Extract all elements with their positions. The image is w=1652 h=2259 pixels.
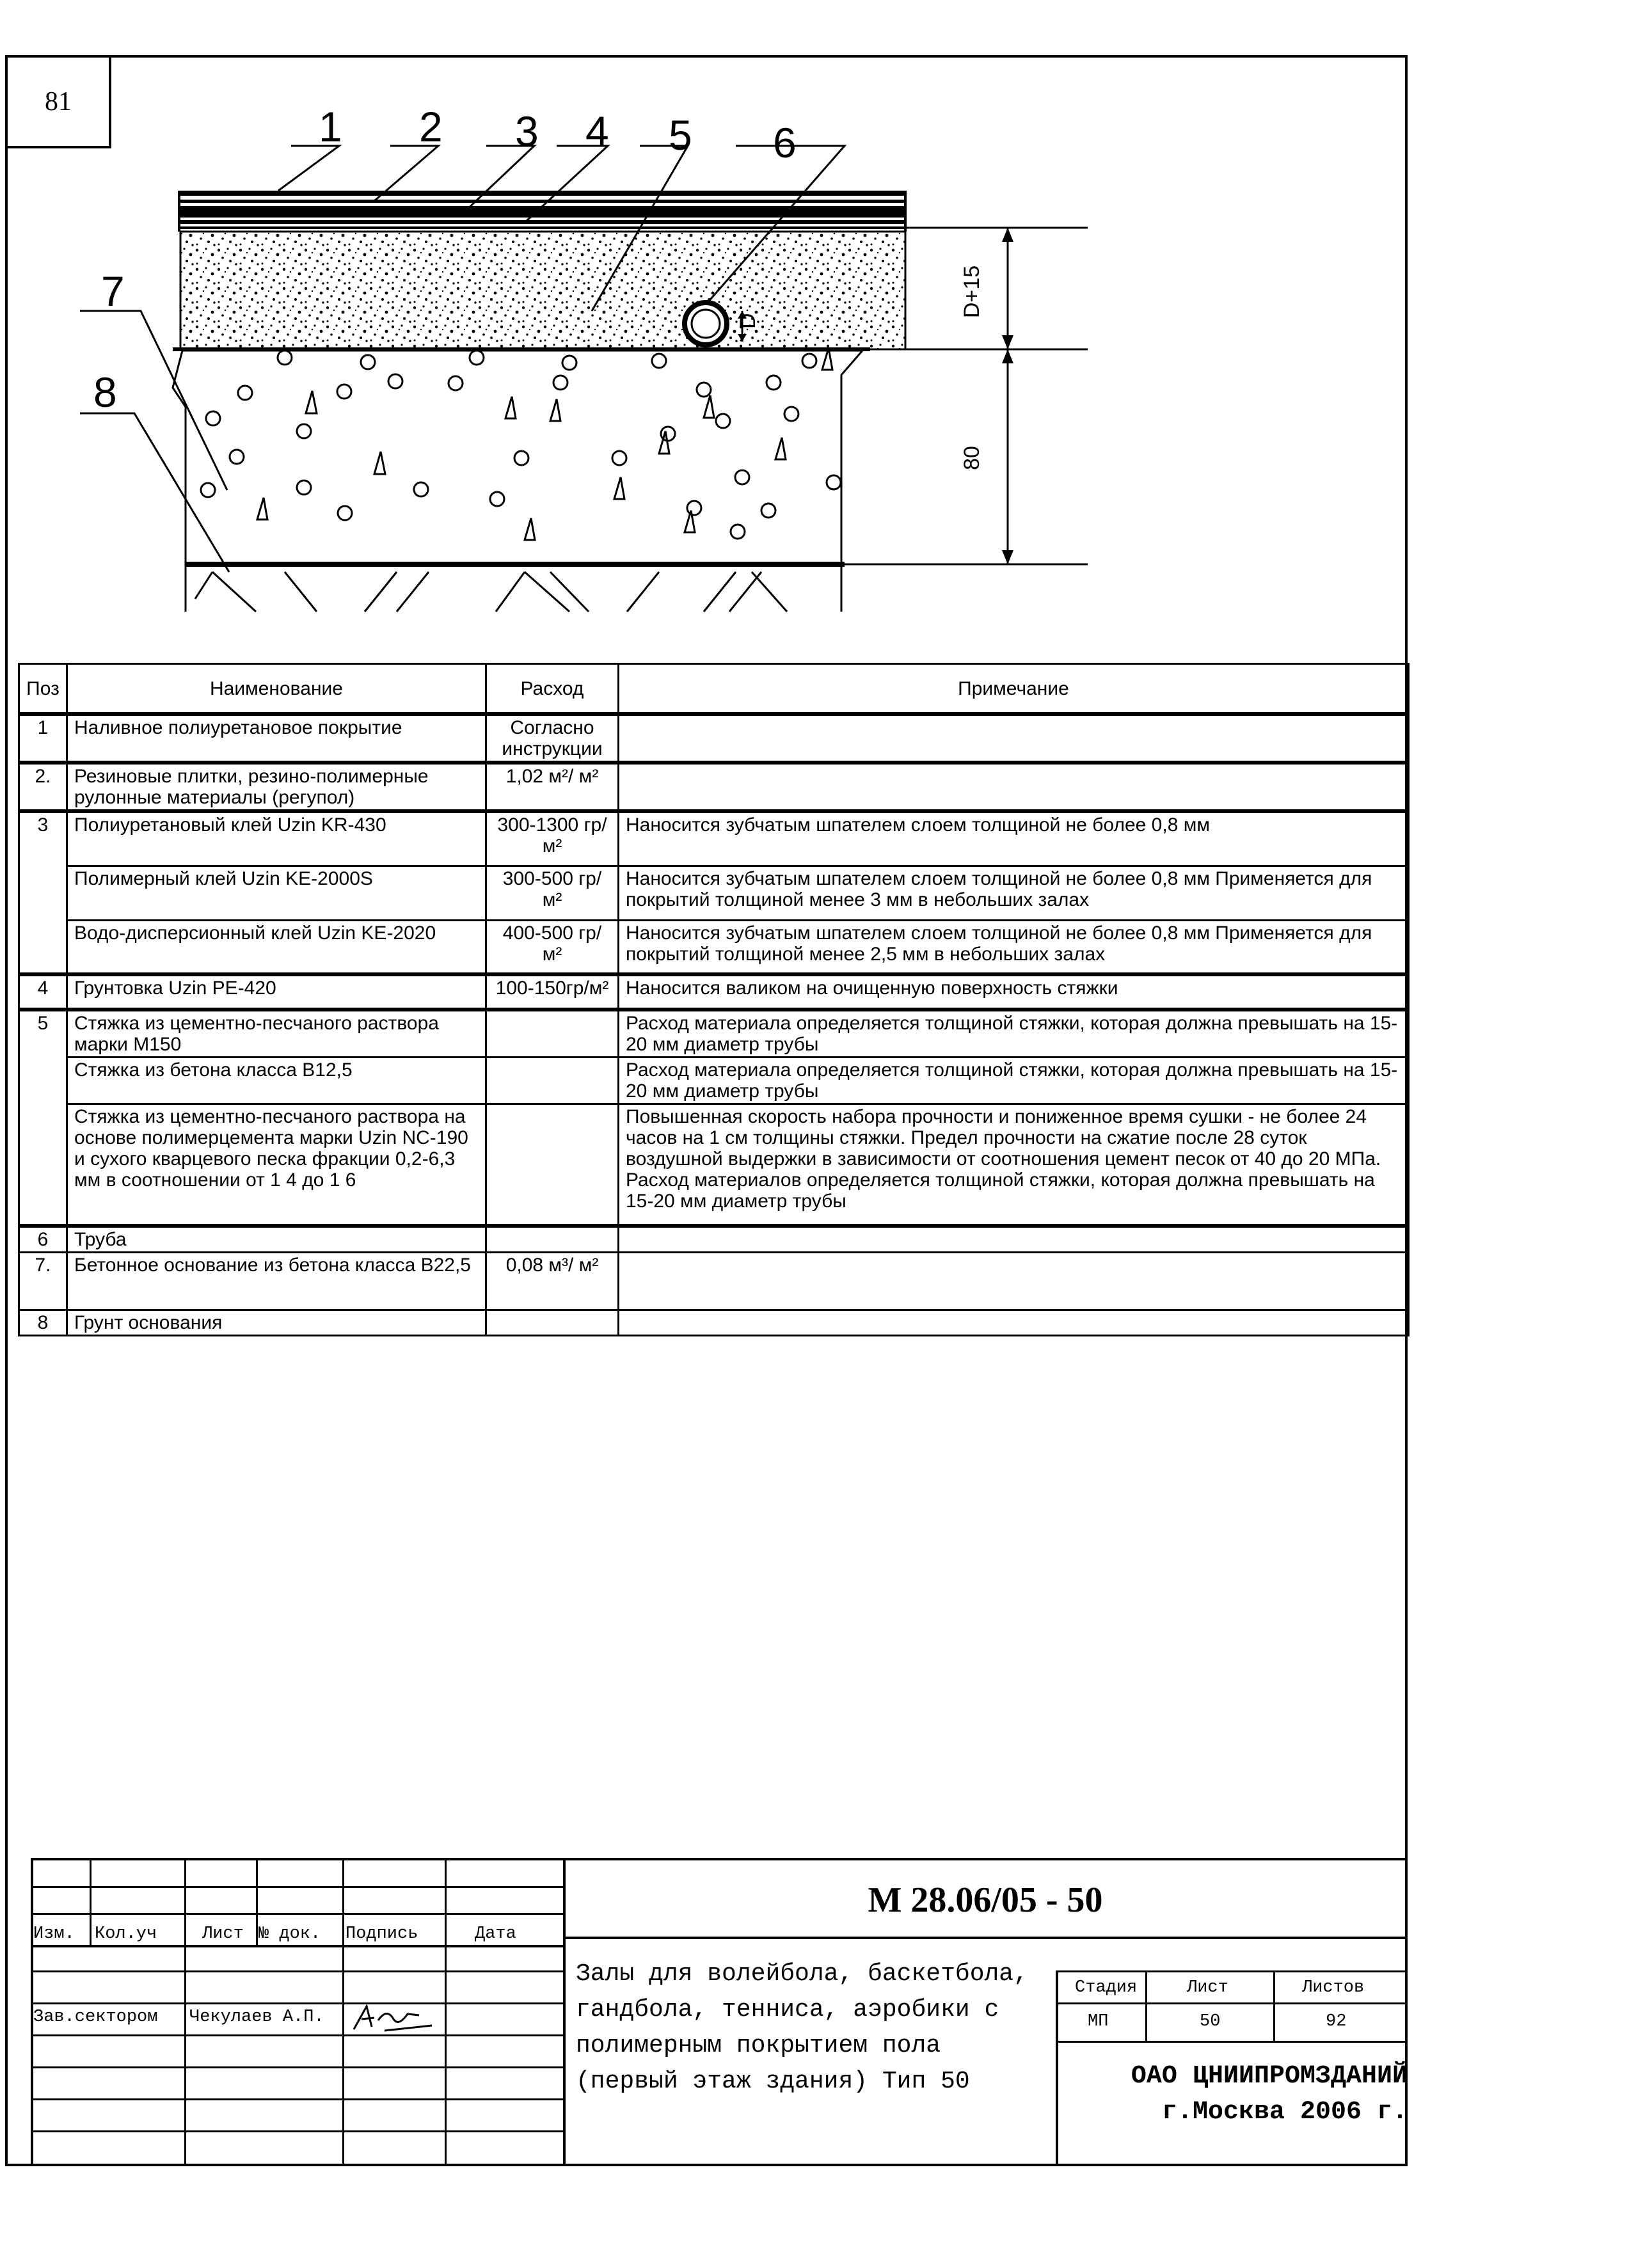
table-row (19, 1010, 1409, 1058)
table-row (19, 1252, 1409, 1310)
table-cell: Стяжка из цементно-песчаного раствора марки М150 (67, 1010, 486, 1058)
table-cell (619, 763, 1409, 811)
tb-header-date: Дата (475, 1924, 516, 1944)
table-cell (619, 1310, 1409, 1335)
callout-6: 6 (773, 119, 797, 166)
table-cell (486, 1058, 619, 1104)
table-cell: Наносится зубчатым шпателем слоем толщиной не более 0,8 мм (619, 811, 1409, 866)
concrete-base (173, 351, 862, 564)
table-row (19, 811, 1409, 866)
table-row (19, 1104, 1409, 1226)
table-cell: 8 (19, 1310, 67, 1335)
table-cell: Расход материала определяется толщиной стяжки, которая должна превышать на 15-20 мм диаметр трубы (619, 1010, 1409, 1058)
tb-header-izm: Изм. (33, 1924, 75, 1944)
tb-sheets-label: Листов (1302, 1978, 1365, 1997)
header-rate: Расход (486, 664, 619, 715)
document-code: М 28.06/05 - 50 (868, 1880, 1103, 1920)
soil-hatch (186, 564, 841, 612)
table-cell (619, 1226, 1409, 1253)
table-cell: 300-500 гр/м² (486, 866, 619, 920)
table-cell: Грунтовка Uzin PE-420 (67, 974, 486, 1010)
table-cell: 7. (19, 1252, 67, 1310)
tb-header-signature: Подпись (345, 1924, 418, 1944)
table-cell (619, 1252, 1409, 1310)
table-cell: 300-1300 гр/м² (486, 811, 619, 866)
table-cell: Наносится зубчатым шпателем слоем толщиной не более 0,8 мм Применяется для покрытий толщиной менее 3 мм в небольших залах (619, 866, 1409, 920)
table-cell: 3 (19, 811, 67, 974)
table-header-row (19, 664, 1409, 715)
table-cell: Водо-дисперсионный клей Uzin KE-2020 (67, 920, 486, 974)
table-cell (619, 714, 1409, 763)
organization (1056, 2059, 1408, 2130)
org-city-year: г.Москва 2006 г. (1161, 2098, 1408, 2127)
callout-4: 4 (585, 107, 609, 155)
tb-role: Зав.сектором (33, 2008, 158, 2027)
header-name: Наименование (67, 664, 486, 715)
table-row (19, 1226, 1409, 1253)
table-cell: Стяжка из цементно-песчаного раствора на основе полимерцемента марки Uzin NC-190 и сухого кварцевого песка фракции 0,2-6,3 мм в соотношении от 1 4 до 1 6 (67, 1104, 486, 1226)
floor-section-drawing (64, 55, 1088, 656)
org-name: ОАО ЦНИИПРОМЗДАНИЙ (1131, 2062, 1408, 2091)
tb-stage-label: Стадия (1075, 1978, 1138, 1997)
table-cell (486, 1226, 619, 1253)
tb-stage-value: МП (1088, 2012, 1109, 2031)
tb-sheet-value: 50 (1200, 2012, 1221, 2031)
signature-mark (349, 2001, 438, 2034)
table-row (19, 866, 1409, 920)
table-cell: Наливное полиуретановое покрытие (67, 714, 486, 763)
table-cell: Согласно инструкции (486, 714, 619, 763)
tb-sheet-label: Лист (1187, 1978, 1228, 1997)
table-cell: Бетонное основание из бетона класса В22,5 (67, 1252, 486, 1310)
table-cell: Полиуретановый клей Uzin KR-430 (67, 811, 486, 866)
table-cell: Расход материала определяется толщиной стяжки, которая должна превышать на 15-20 мм диаметр трубы (619, 1058, 1409, 1104)
screed-layer (180, 232, 905, 349)
specification-table (18, 663, 1410, 1336)
tb-header-doc: № док. (258, 1924, 321, 1944)
table-cell: 100-150гр/м² (486, 974, 619, 1010)
table-cell: Наносится зубчатым шпателем слоем толщиной не более 0,8 мм Применяется для покрытий толщиной менее 2,5 мм в небольших залах (619, 920, 1409, 974)
table-cell: 2. (19, 763, 67, 811)
table-cell: Труба (67, 1226, 486, 1253)
header-pos: Поз (19, 664, 67, 715)
table-row (19, 1310, 1409, 1335)
table-row (19, 763, 1409, 811)
tb-header-kol: Кол.уч (95, 1924, 157, 1944)
table-cell: 1 (19, 714, 67, 763)
table-cell: 4 (19, 974, 67, 1010)
table-cell: Резиновые плитки, резино-полимерные рулонные материалы (регупол) (67, 763, 486, 811)
table-cell: Полимерный клей Uzin KE-2000S (67, 866, 486, 920)
dim-screed-label: D+15 (960, 265, 984, 319)
table-cell: Стяжка из бетона класса В12,5 (67, 1058, 486, 1104)
table-cell: Грунт основания (67, 1310, 486, 1335)
tb-person: Чекулаев А.П. (189, 2008, 324, 2027)
table-row (19, 974, 1409, 1010)
table-cell: Наносится валиком на очищенную поверхность стяжки (619, 974, 1409, 1010)
table-row (19, 714, 1409, 763)
header-note: Примечание (619, 664, 1409, 715)
callout-7: 7 (101, 267, 125, 315)
table-cell (486, 1104, 619, 1226)
callout-8: 8 (93, 369, 117, 416)
table-cell (486, 1010, 619, 1058)
tb-sheets-value: 92 (1326, 2012, 1347, 2031)
aggregate (201, 348, 841, 540)
sheet-number: 81 (5, 55, 111, 148)
table-cell: 400-500 гр/м² (486, 920, 619, 974)
table-cell: 0,08 м³/ м² (486, 1252, 619, 1310)
table-row (19, 1058, 1409, 1104)
table-cell: 5 (19, 1010, 67, 1226)
table-cell: 6 (19, 1226, 67, 1253)
callout-1: 1 (319, 103, 342, 150)
table-cell: 1,02 м²/ м² (486, 763, 619, 811)
callout-2: 2 (419, 103, 443, 150)
document-title: Залы для волейбола, баскетбола, гандбола, тенниса, аэробики с полимерным покрытием пола (первый этаж здания) Тип 50 (576, 1960, 1028, 2095)
callout-3: 3 (515, 107, 539, 155)
table-cell (486, 1310, 619, 1335)
table-cell: Повышенная скорость набора прочности и пониженное время сушки - не более 24 часов на 1 см толщины стяжки. Предел прочности на сжатие после 28 суток воздушной выдержки в зависимости от соотношения цемент песок от 40 до 20 МПа. Расход материалов определяется толщиной стяжки, которая должна превышать на 15-20 мм диаметр трубы (619, 1104, 1409, 1226)
callout-5: 5 (669, 111, 692, 159)
dim-base-label: 80 (960, 446, 984, 470)
tb-header-list: Лист (202, 1924, 244, 1944)
table-row (19, 920, 1409, 974)
coating-layers (179, 191, 905, 232)
pipe-diameter-label: D (736, 313, 760, 329)
